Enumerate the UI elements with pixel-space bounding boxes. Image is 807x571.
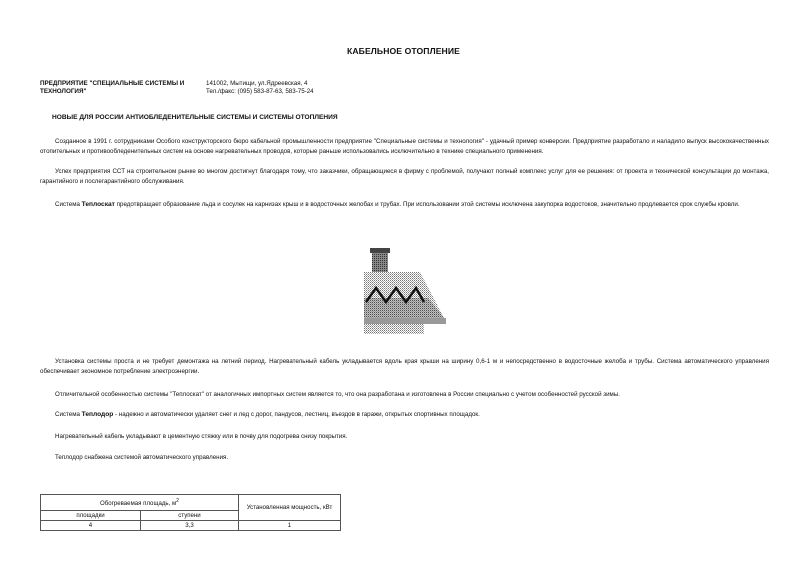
- wall: [364, 324, 424, 334]
- table-cell: 4: [41, 521, 141, 531]
- company-contacts: [206, 80, 314, 96]
- paragraph-automation: Теплодор снабжена системой автоматического управления.: [55, 454, 229, 461]
- section-heading: НОВЫЕ ДЛЯ РОССИИ АНТИОБЛЕДЕНИТЕЛЬНЫЕ СИСТЕМЫ И СИСТЕМЫ ОТОПЛЕНИЯ: [52, 114, 338, 121]
- area-header-text: Обогреваемая площадь, м: [100, 500, 177, 508]
- paragraph-cable-laying: Нагревательный кабель укладывают в цементную стяжку или в почву для подогрева снизу покрытия.: [55, 433, 348, 440]
- gutter: [364, 318, 446, 324]
- paragraph-teploskat: [40, 200, 769, 210]
- company-address: 141002, Мытищи, ул.Ядреевская, 4: [206, 80, 308, 87]
- paragraph-teplodor: [40, 410, 769, 420]
- paragraph-text: - надежно и автоматически удаляет снег и лед с дорог, пандусов, лестниц, въездов в гаражи, открытых спортивных площадок.: [115, 411, 480, 418]
- company-name: ПРЕДПРИЯТИЕ "СПЕЦИАЛЬНЫЕ СИСТЕМЫ И ТЕХНОЛОГИЯ": [40, 80, 185, 96]
- product-name-teploskat: Теплоскат: [81, 201, 115, 208]
- power-header: Установленная мощность, кВт: [239, 495, 341, 521]
- table-cell: 3,3: [141, 521, 239, 531]
- paragraph-lead: Система: [55, 201, 80, 208]
- chimney-cap: [370, 248, 390, 253]
- table-cell: 1: [239, 521, 341, 531]
- roof-heating-illustration: [362, 248, 448, 334]
- paragraph-success: Успех предприятия ССТ на строительном рынке во многом достигнут благодаря тому, что заказчики, обращающиеся в фирму с проблемой, получают полный комплекс услуг для ее решения: от проекта и технической консультации до монтажа, гарантийного и послегарантийного обслуживания.: [40, 168, 769, 185]
- subheader-platforms: площадки: [41, 511, 141, 521]
- chimney-shape: [372, 250, 388, 272]
- paragraph-history: Созданное в 1991 г. сотрудниками Особого конструкторского бюро кабельной промышленности предприятие "Специальные системы и технология" - удачный пример конверсии. Предприятие разработало и наладило выпуск высококачественных отопительных и противообледенительных систем на основе нагревательных проводов, которые раньше использовались исключительно в технике специального применения.: [40, 138, 769, 155]
- area-header-unit-sup: 2: [176, 497, 179, 504]
- company-phone: Тел./факс: (095) 583-87-63, 583-75-24: [206, 88, 314, 96]
- paragraph-lead: Система: [55, 411, 80, 418]
- paragraph-text: предотвращает образование льда и сосулек на карнизах крыш и в водосточных желобах и трубах. При использовании этой системы исключена закупорка водостоков, значительно продлевается срок службы кровли.: [116, 201, 740, 208]
- paragraph-installation: Установка системы проста и не требует демонтажа на летний период. Нагревательный кабель укладывается вдоль края крыши на ширину 0,6-1 м и непосредственно в водосточные желоба и трубы. Система автоматического управления обеспечивает экономное потребление электроэнергии.: [40, 358, 769, 375]
- paragraph-distinction: Отличительной особенностью системы "Теплоскат" от аналогичных импортных систем является то, что она разработана и изготовлена в России специально с учетом особенностей русской зимы.: [55, 391, 620, 398]
- product-name-teplodor: Теплодор: [81, 411, 114, 418]
- area-header: [41, 495, 239, 511]
- power-table: [40, 494, 341, 531]
- document-title: КАБЕЛЬНОЕ ОТОПЛЕНИЕ: [347, 46, 460, 56]
- subheader-steps: ступени: [141, 511, 239, 521]
